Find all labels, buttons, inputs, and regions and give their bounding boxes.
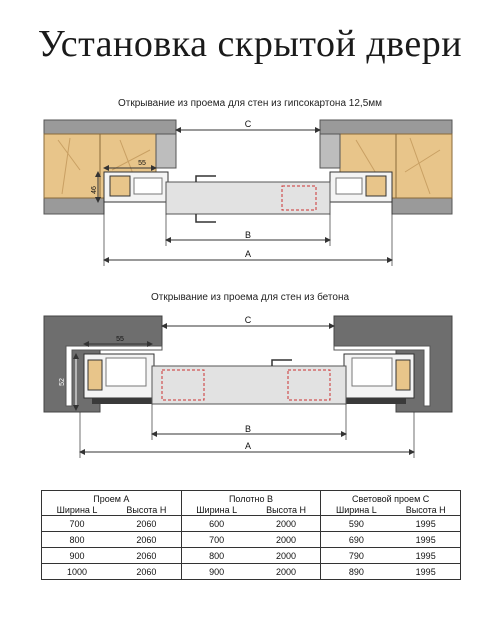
table-cell: 600 bbox=[181, 516, 252, 532]
dimension-c bbox=[162, 315, 334, 326]
dimension-c-label: C bbox=[244, 119, 252, 129]
drywall-installation-diagram bbox=[0, 110, 500, 270]
table-cell: 900 bbox=[181, 564, 252, 580]
dimension-c-label: C bbox=[244, 315, 252, 325]
left-frame-profile bbox=[104, 172, 168, 202]
dimension-a-label: A bbox=[244, 441, 252, 451]
right-frame-profile bbox=[330, 172, 392, 202]
door-sizes-table bbox=[41, 490, 461, 580]
table-cell: 2000 bbox=[252, 564, 321, 580]
table-cell: 2060 bbox=[112, 548, 181, 564]
table-group-header: Световой проем C bbox=[321, 491, 461, 505]
table-cell: 790 bbox=[321, 548, 392, 564]
table-cell: 2000 bbox=[252, 548, 321, 564]
dimension-52-label: 52 bbox=[59, 378, 66, 386]
table-group-header: Полотно B bbox=[181, 491, 321, 505]
table-subheader: Ширина L bbox=[321, 504, 392, 516]
table-cell: 900 bbox=[42, 548, 113, 564]
right-frame-profile bbox=[344, 354, 414, 404]
dimension-c bbox=[176, 119, 320, 130]
table-group-header: Проем A bbox=[42, 491, 182, 505]
door-leaf bbox=[152, 360, 346, 404]
table-cell: 1000 bbox=[42, 564, 113, 580]
concrete-diagram-caption: Открывание из проема для стен из бетона bbox=[150, 292, 350, 303]
table-cell: 890 bbox=[321, 564, 392, 580]
table-row bbox=[42, 564, 461, 580]
dimension-46-label: 46 bbox=[91, 186, 98, 194]
table-row bbox=[42, 532, 461, 548]
dimension-b-label: B bbox=[244, 424, 252, 434]
left-frame-profile bbox=[84, 354, 154, 404]
table-cell: 1995 bbox=[391, 548, 460, 564]
table-cell: 690 bbox=[321, 532, 392, 548]
table-cell: 1995 bbox=[391, 532, 460, 548]
dimension-a bbox=[80, 412, 414, 458]
table-row bbox=[42, 516, 461, 532]
table-cell: 2060 bbox=[112, 532, 181, 548]
door-leaf bbox=[166, 176, 330, 222]
dimension-55-label: 55 bbox=[116, 336, 124, 343]
table-cell: 1995 bbox=[391, 564, 460, 580]
table-cell: 590 bbox=[321, 516, 392, 532]
table-cell: 700 bbox=[42, 516, 113, 532]
page-title: Установка скрытой двери bbox=[37, 23, 463, 65]
dimension-a-label: A bbox=[244, 249, 252, 259]
table-subheader: Ширина L bbox=[42, 504, 113, 516]
table-cell: 800 bbox=[42, 532, 113, 548]
dimension-b bbox=[166, 214, 330, 246]
table-cell: 2060 bbox=[112, 564, 181, 580]
table-cell: 800 bbox=[181, 548, 252, 564]
table-subheader: Высота H bbox=[112, 504, 181, 516]
drywall-diagram-caption: Открывание из проема для стен из гипсокартона 12,5мм bbox=[117, 98, 383, 109]
table-cell: 700 bbox=[181, 532, 252, 548]
table-subheader: Ширина L bbox=[181, 504, 252, 516]
table-cell: 2000 bbox=[252, 516, 321, 532]
dimension-b bbox=[152, 404, 346, 440]
table-subheader: Высота H bbox=[252, 504, 321, 516]
dimension-b-label: B bbox=[244, 230, 252, 240]
table-subheader: Высота H bbox=[391, 504, 460, 516]
table-cell: 2000 bbox=[252, 532, 321, 548]
table-cell: 1995 bbox=[391, 516, 460, 532]
table-row bbox=[42, 548, 461, 564]
table-cell: 2060 bbox=[112, 516, 181, 532]
dimension-55-label: 55 bbox=[138, 160, 146, 167]
concrete-installation-diagram bbox=[0, 306, 500, 466]
